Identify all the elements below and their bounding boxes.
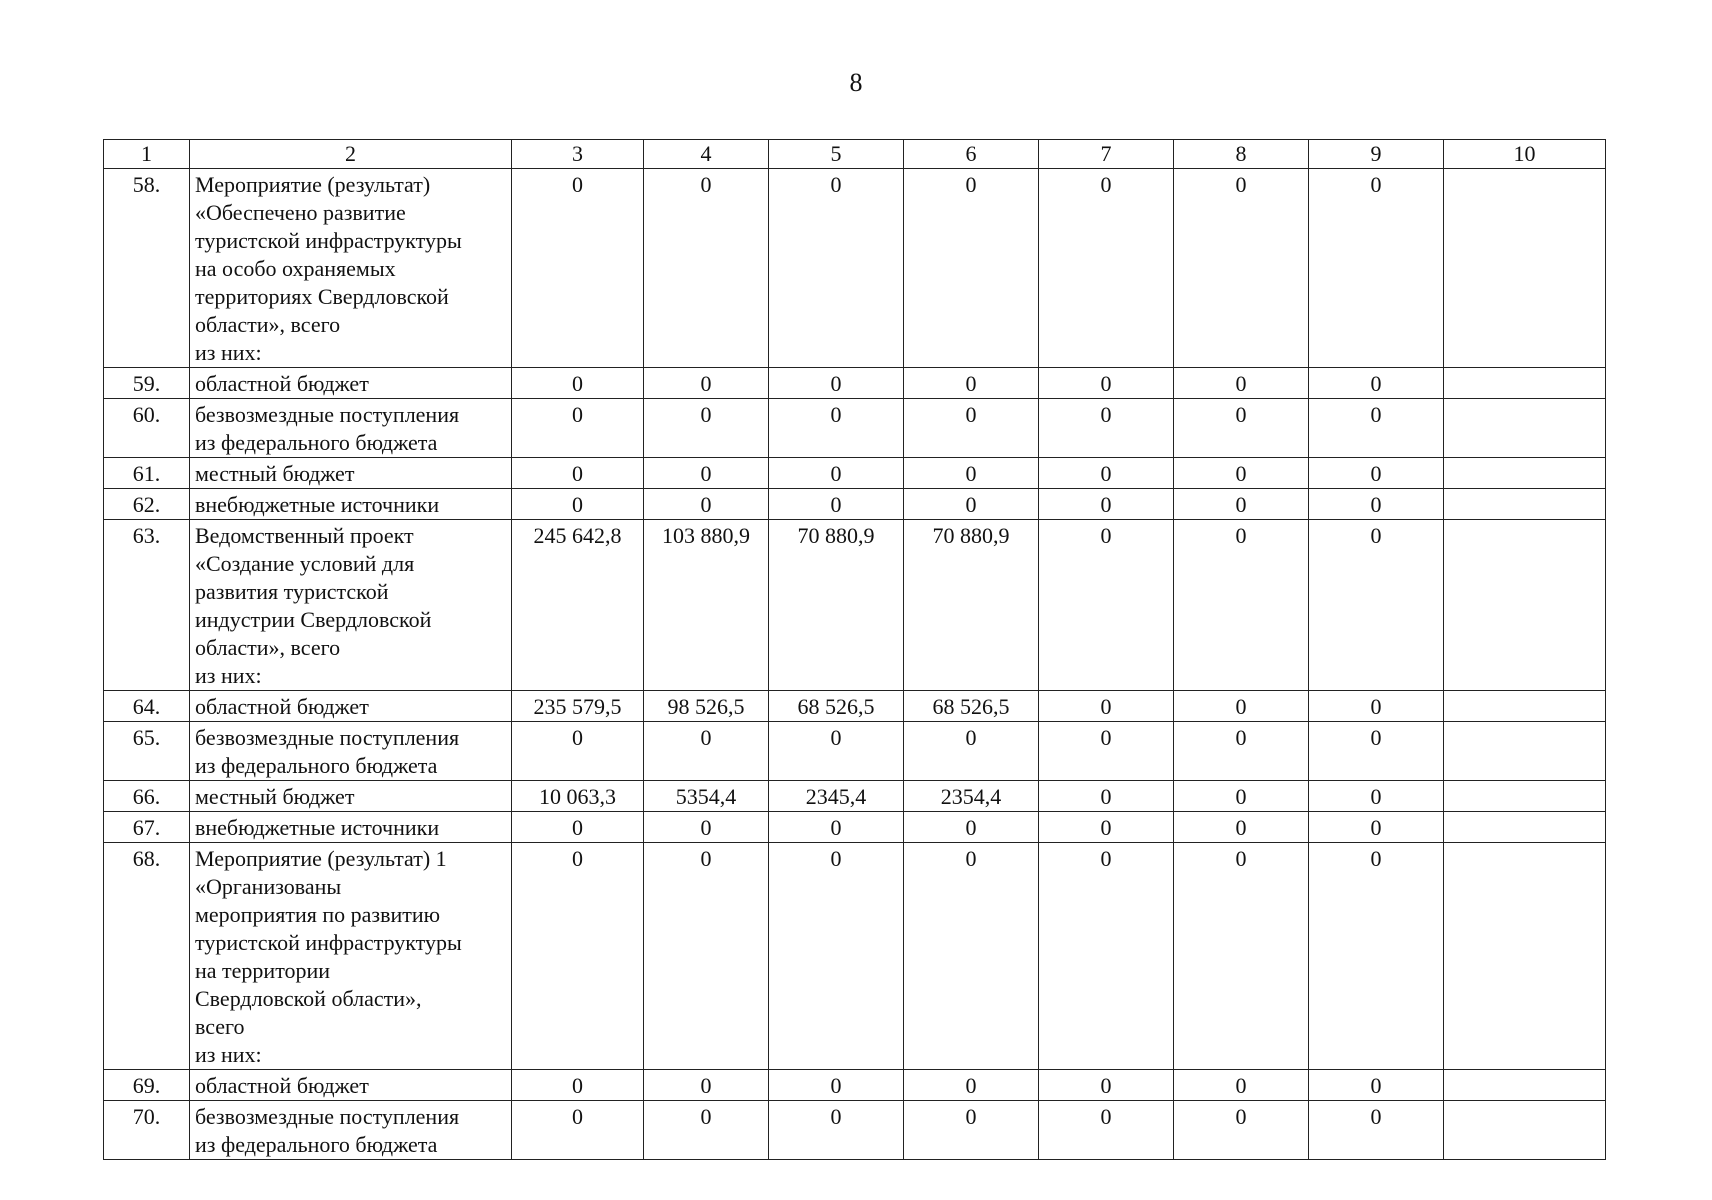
column-header-3: 3 — [512, 140, 644, 169]
value-cell-col-6: 0 — [904, 722, 1039, 781]
value-cell-col-7: 0 — [1039, 781, 1174, 812]
value-cell-col-3: 0 — [512, 1070, 644, 1101]
value-cell-col-8: 0 — [1174, 843, 1309, 1070]
value-cell-col-7: 0 — [1039, 691, 1174, 722]
row-name — [190, 1101, 512, 1160]
value-cell-col-8: 0 — [1174, 169, 1309, 368]
value-cell-col-10 — [1444, 722, 1606, 781]
row-name-line: территориях Свердловской — [195, 284, 449, 309]
value-cell-col-4: 0 — [644, 169, 769, 368]
row-number: 66. — [104, 781, 190, 812]
value-cell-col-6: 0 — [904, 489, 1039, 520]
table-row — [104, 691, 1606, 722]
table-row — [104, 812, 1606, 843]
row-name — [190, 368, 512, 399]
table-row — [104, 458, 1606, 489]
column-header-9: 9 — [1309, 140, 1444, 169]
value-cell-col-9: 0 — [1309, 722, 1444, 781]
value-cell-col-4: 0 — [644, 368, 769, 399]
row-name-line: мероприятия по развитию — [195, 902, 441, 927]
value-cell-col-3: 235 579,5 — [512, 691, 644, 722]
value-cell-col-10 — [1444, 520, 1606, 691]
row-number: 67. — [104, 812, 190, 843]
value-cell-col-10 — [1444, 812, 1606, 843]
value-cell-col-5: 0 — [769, 399, 904, 458]
value-cell-col-8: 0 — [1174, 812, 1309, 843]
row-name — [190, 691, 512, 722]
table-row — [104, 722, 1606, 781]
table-row — [104, 781, 1606, 812]
row-number: 69. — [104, 1070, 190, 1101]
row-name-line: области», всего — [195, 635, 341, 660]
value-cell-col-4: 0 — [644, 1070, 769, 1101]
row-name-line: местный бюджет — [195, 784, 355, 809]
table-row — [104, 368, 1606, 399]
value-cell-col-9: 0 — [1309, 1070, 1444, 1101]
value-cell-col-3: 0 — [512, 1101, 644, 1160]
value-cell-col-7: 0 — [1039, 520, 1174, 691]
value-cell-col-9: 0 — [1309, 169, 1444, 368]
row-name — [190, 520, 512, 691]
row-name-line: внебюджетные источники — [195, 815, 440, 840]
row-name-line: туристской инфраструктуры — [195, 228, 462, 253]
value-cell-col-5: 0 — [769, 843, 904, 1070]
value-cell-col-7: 0 — [1039, 1070, 1174, 1101]
value-cell-col-7: 0 — [1039, 169, 1174, 368]
value-cell-col-6: 0 — [904, 843, 1039, 1070]
value-cell-col-9: 0 — [1309, 691, 1444, 722]
row-name-line: на территории — [195, 958, 331, 983]
column-header-1: 1 — [104, 140, 190, 169]
value-cell-col-3: 0 — [512, 169, 644, 368]
value-cell-col-5: 0 — [769, 458, 904, 489]
value-cell-col-9: 0 — [1309, 368, 1444, 399]
row-name-line: Свердловской области», — [195, 986, 422, 1011]
table-row — [104, 1070, 1606, 1101]
row-number: 68. — [104, 843, 190, 1070]
row-number: 58. — [104, 169, 190, 368]
value-cell-col-6: 0 — [904, 368, 1039, 399]
row-name-line: из федерального бюджета — [195, 430, 438, 455]
value-cell-col-4: 0 — [644, 458, 769, 489]
column-header-2: 2 — [190, 140, 512, 169]
value-cell-col-10 — [1444, 1070, 1606, 1101]
row-name — [190, 489, 512, 520]
value-cell-col-7: 0 — [1039, 722, 1174, 781]
row-name-line: на особо охраняемых — [195, 256, 396, 281]
value-cell-col-5: 0 — [769, 1070, 904, 1101]
row-number: 59. — [104, 368, 190, 399]
row-name-line: «Организованы — [195, 874, 342, 899]
row-name-line: безвозмездные поступления — [195, 1104, 460, 1129]
value-cell-col-10 — [1444, 169, 1606, 368]
row-name-line: областной бюджет — [195, 694, 369, 719]
row-number: 64. — [104, 691, 190, 722]
value-cell-col-10 — [1444, 843, 1606, 1070]
value-cell-col-6: 0 — [904, 1070, 1039, 1101]
value-cell-col-7: 0 — [1039, 399, 1174, 458]
row-name-line: всего — [195, 1014, 245, 1039]
value-cell-col-6: 0 — [904, 169, 1039, 368]
row-name-line: Ведомственный проект — [195, 523, 414, 548]
value-cell-col-9: 0 — [1309, 781, 1444, 812]
value-cell-col-5: 0 — [769, 812, 904, 843]
value-cell-col-4: 0 — [644, 812, 769, 843]
table-row — [104, 520, 1606, 691]
value-cell-col-5: 2345,4 — [769, 781, 904, 812]
column-header-7: 7 — [1039, 140, 1174, 169]
column-header-8: 8 — [1174, 140, 1309, 169]
value-cell-col-9: 0 — [1309, 489, 1444, 520]
value-cell-col-6: 70 880,9 — [904, 520, 1039, 691]
value-cell-col-3: 0 — [512, 489, 644, 520]
row-name-line: из них: — [195, 1042, 262, 1067]
value-cell-col-5: 0 — [769, 1101, 904, 1160]
row-name — [190, 458, 512, 489]
row-name-line: местный бюджет — [195, 461, 355, 486]
row-name-line: «Обеспечено развитие — [195, 200, 406, 225]
value-cell-col-4: 98 526,5 — [644, 691, 769, 722]
value-cell-col-8: 0 — [1174, 458, 1309, 489]
column-header-10: 10 — [1444, 140, 1606, 169]
row-name — [190, 722, 512, 781]
row-name-line: областной бюджет — [195, 371, 369, 396]
value-cell-col-9: 0 — [1309, 812, 1444, 843]
value-cell-col-6: 0 — [904, 458, 1039, 489]
value-cell-col-9: 0 — [1309, 1101, 1444, 1160]
row-number: 61. — [104, 458, 190, 489]
value-cell-col-5: 0 — [769, 489, 904, 520]
row-name-line: из них: — [195, 340, 262, 365]
value-cell-col-9: 0 — [1309, 520, 1444, 691]
value-cell-col-5: 68 526,5 — [769, 691, 904, 722]
value-cell-col-3: 0 — [512, 812, 644, 843]
value-cell-col-7: 0 — [1039, 812, 1174, 843]
value-cell-col-5: 0 — [769, 368, 904, 399]
row-name-line: туристской инфраструктуры — [195, 930, 462, 955]
value-cell-col-9: 0 — [1309, 458, 1444, 489]
row-name-line: Мероприятие (результат) 1 — [195, 846, 447, 871]
row-number: 70. — [104, 1101, 190, 1160]
row-name-line: из федерального бюджета — [195, 1132, 438, 1157]
value-cell-col-8: 0 — [1174, 520, 1309, 691]
value-cell-col-8: 0 — [1174, 399, 1309, 458]
row-name — [190, 781, 512, 812]
row-name-line: развития туристской — [195, 579, 389, 604]
value-cell-col-4: 103 880,9 — [644, 520, 769, 691]
value-cell-col-7: 0 — [1039, 489, 1174, 520]
row-name — [190, 399, 512, 458]
row-name-line: безвозмездные поступления — [195, 725, 460, 750]
value-cell-col-5: 0 — [769, 722, 904, 781]
value-cell-col-10 — [1444, 458, 1606, 489]
value-cell-col-8: 0 — [1174, 1101, 1309, 1160]
value-cell-col-7: 0 — [1039, 843, 1174, 1070]
row-name — [190, 843, 512, 1070]
value-cell-col-4: 0 — [644, 1101, 769, 1160]
row-number: 60. — [104, 399, 190, 458]
value-cell-col-5: 0 — [769, 169, 904, 368]
row-name-line: безвозмездные поступления — [195, 402, 460, 427]
row-name-line: областной бюджет — [195, 1073, 369, 1098]
value-cell-col-9: 0 — [1309, 843, 1444, 1070]
value-cell-col-7: 0 — [1039, 368, 1174, 399]
header-row — [104, 140, 1606, 169]
page-number: 8 — [849, 68, 863, 97]
value-cell-col-10 — [1444, 368, 1606, 399]
row-name-line: Мероприятие (результат) — [195, 172, 431, 197]
value-cell-col-8: 0 — [1174, 489, 1309, 520]
column-header-5: 5 — [769, 140, 904, 169]
budget-table — [103, 139, 1606, 1160]
row-name-line: области», всего — [195, 312, 341, 337]
value-cell-col-3: 0 — [512, 458, 644, 489]
row-number: 63. — [104, 520, 190, 691]
value-cell-col-8: 0 — [1174, 781, 1309, 812]
table-row — [104, 843, 1606, 1070]
value-cell-col-6: 2354,4 — [904, 781, 1039, 812]
value-cell-col-8: 0 — [1174, 691, 1309, 722]
row-name-line: из них: — [195, 663, 262, 688]
row-name — [190, 812, 512, 843]
table-row — [104, 399, 1606, 458]
value-cell-col-4: 0 — [644, 722, 769, 781]
value-cell-col-10 — [1444, 399, 1606, 458]
value-cell-col-6: 0 — [904, 812, 1039, 843]
row-number: 65. — [104, 722, 190, 781]
table-body — [104, 169, 1606, 1160]
value-cell-col-4: 5354,4 — [644, 781, 769, 812]
row-name-line: из федерального бюджета — [195, 753, 438, 778]
value-cell-col-6: 68 526,5 — [904, 691, 1039, 722]
row-name-line: «Создание условий для — [195, 551, 415, 576]
value-cell-col-3: 245 642,8 — [512, 520, 644, 691]
value-cell-col-9: 0 — [1309, 399, 1444, 458]
value-cell-col-4: 0 — [644, 843, 769, 1070]
value-cell-col-8: 0 — [1174, 368, 1309, 399]
value-cell-col-6: 0 — [904, 399, 1039, 458]
column-header-6: 6 — [904, 140, 1039, 169]
row-name — [190, 1070, 512, 1101]
value-cell-col-10 — [1444, 1101, 1606, 1160]
value-cell-col-8: 0 — [1174, 1070, 1309, 1101]
value-cell-col-10 — [1444, 691, 1606, 722]
value-cell-col-7: 0 — [1039, 1101, 1174, 1160]
row-number: 62. — [104, 489, 190, 520]
column-header-4: 4 — [644, 140, 769, 169]
value-cell-col-6: 0 — [904, 1101, 1039, 1160]
value-cell-col-7: 0 — [1039, 458, 1174, 489]
value-cell-col-4: 0 — [644, 489, 769, 520]
value-cell-col-3: 10 063,3 — [512, 781, 644, 812]
table-row — [104, 169, 1606, 368]
row-name-line: внебюджетные источники — [195, 492, 440, 517]
table-row — [104, 489, 1606, 520]
value-cell-col-4: 0 — [644, 399, 769, 458]
value-cell-col-3: 0 — [512, 368, 644, 399]
value-cell-col-10 — [1444, 781, 1606, 812]
row-name — [190, 169, 512, 368]
row-name-line: индустрии Свердловской — [195, 607, 432, 632]
value-cell-col-3: 0 — [512, 843, 644, 1070]
value-cell-col-3: 0 — [512, 722, 644, 781]
value-cell-col-10 — [1444, 489, 1606, 520]
value-cell-col-5: 70 880,9 — [769, 520, 904, 691]
value-cell-col-3: 0 — [512, 399, 644, 458]
value-cell-col-8: 0 — [1174, 722, 1309, 781]
table-row — [104, 1101, 1606, 1160]
